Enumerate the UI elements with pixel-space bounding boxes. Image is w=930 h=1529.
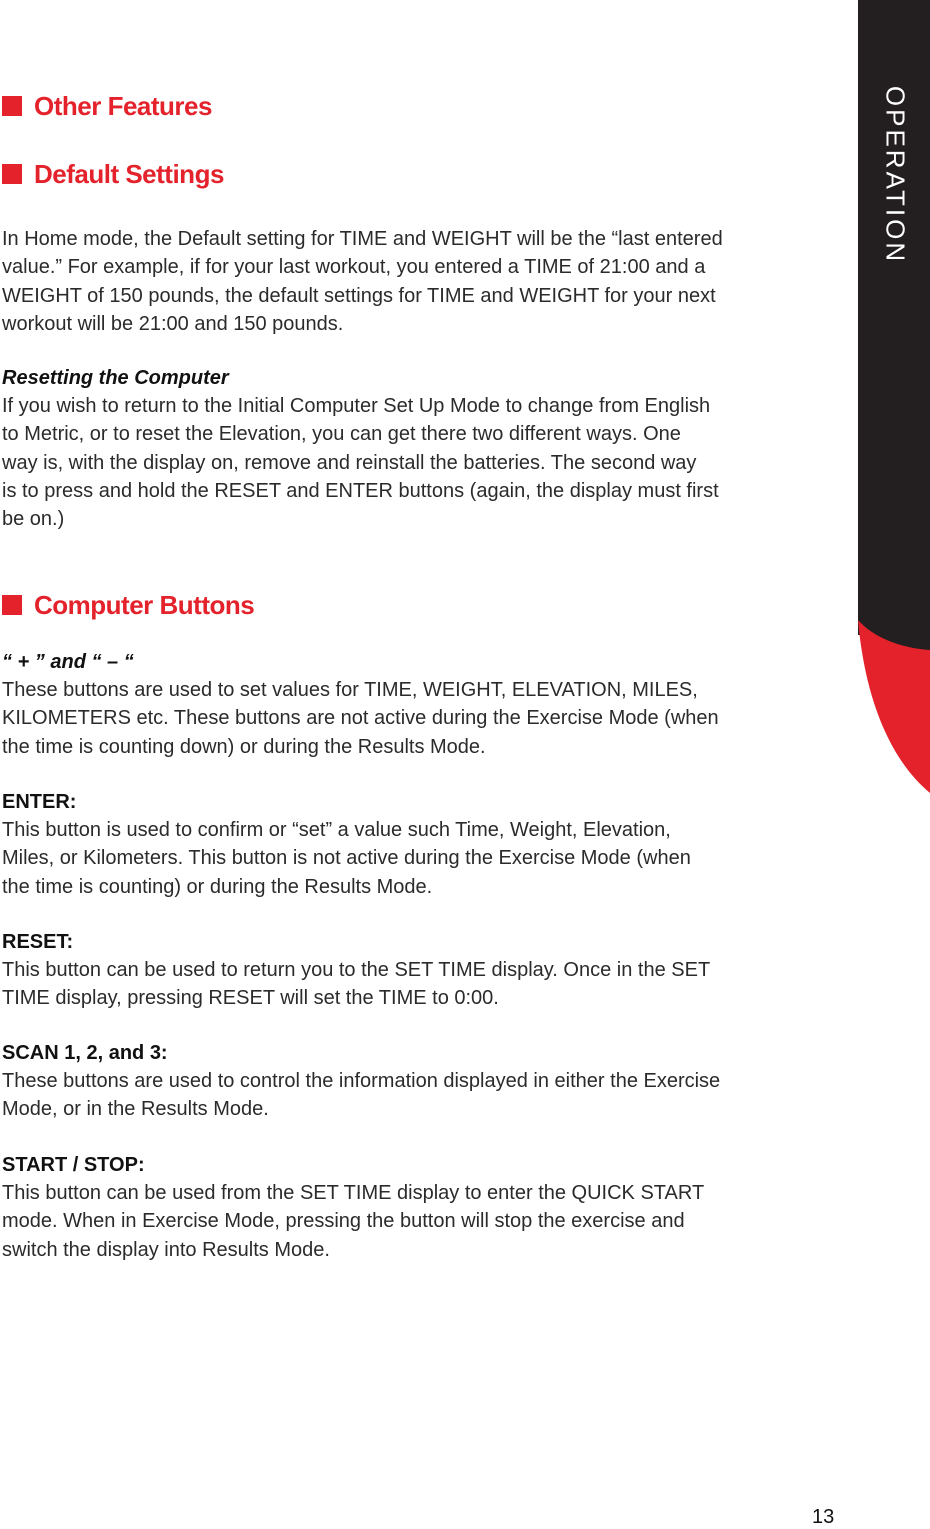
- text-line: mode. When in Exercise Mode, pressing the button will stop the exercise and: [2, 1210, 685, 1233]
- text-line: workout will be 21:00 and 150 pounds.: [2, 312, 344, 335]
- text-line: way is, with the display on, remove and reinstall the batteries. The second way: [2, 451, 697, 474]
- start-stop-title: START / STOP:: [2, 1154, 145, 1176]
- text-line: Mode, or in the Results Mode.: [2, 1098, 269, 1121]
- reset-body: [2, 956, 842, 1013]
- text-line: the time is counting down) or during the Results Mode.: [2, 735, 486, 758]
- bullet-square-icon: [2, 96, 22, 116]
- text-line: This button can be used to return you to the SET TIME display. Once in the SET: [2, 959, 711, 981]
- plus-minus-title: “ + ” and “ – “: [2, 651, 134, 673]
- start-stop-body: [2, 1179, 842, 1264]
- page-number: 13: [812, 1506, 835, 1528]
- text-line: These buttons are used to set values for TIME, WEIGHT, ELEVATION, MILES,: [2, 679, 698, 701]
- computer-buttons-heading: Computer Buttons: [2, 590, 254, 620]
- enter-title: ENTER:: [2, 791, 77, 813]
- text-line: This button is used to confirm or “set” a value such Time, Weight, Elevation,: [2, 819, 671, 841]
- text-line: value.” For example, if for your last workout, you entered a TIME of 21:00 and a: [2, 256, 706, 279]
- other-features-heading: Other Features: [2, 91, 212, 121]
- text-line: This button can be used from the SET TIME display to enter the QUICK START: [2, 1182, 705, 1204]
- text-line: switch the display into Results Mode.: [2, 1238, 330, 1261]
- text-line: the time is counting) or during the Results Mode.: [2, 875, 433, 898]
- text-line: is to press and hold the RESET and ENTER buttons (again, the display must first: [2, 479, 719, 502]
- plus-minus-body: [2, 676, 842, 761]
- scan-body: [2, 1067, 842, 1124]
- bullet-square-icon: [2, 595, 22, 615]
- default-settings-heading: Default Settings: [2, 159, 224, 189]
- text-line: WEIGHT of 150 pounds, the default settings for TIME and WEIGHT for your next: [2, 284, 716, 307]
- text-line: In Home mode, the Default setting for TIME and WEIGHT will be the “last entered: [2, 228, 723, 250]
- resetting-computer-body: [2, 392, 842, 533]
- text-line: If you wish to return to the Initial Computer Set Up Mode to change from English: [2, 395, 711, 417]
- sidebar-label: OPERATION: [880, 85, 911, 265]
- text-line: Miles, or Kilometers. This button is not active during the Exercise Mode (when: [2, 847, 691, 870]
- text-line: to Metric, or to reset the Elevation, you can get there two different ways. One: [2, 423, 681, 446]
- bullet-square-icon: [2, 164, 22, 184]
- enter-body: [2, 816, 842, 901]
- text-line: be on.): [2, 508, 65, 531]
- sidebar-red-swoosh: [856, 620, 930, 795]
- scan-title: SCAN 1, 2, and 3:: [2, 1042, 168, 1064]
- reset-title: RESET:: [2, 931, 74, 953]
- resetting-computer-title: Resetting the Computer: [2, 367, 229, 389]
- default-settings-body: [2, 225, 842, 338]
- text-line: TIME display, pressing RESET will set the TIME to 0:00.: [2, 987, 499, 1010]
- text-line: KILOMETERS etc. These buttons are not active during the Exercise Mode (when: [2, 707, 719, 730]
- text-line: These buttons are used to control the information displayed in either the Exercise: [2, 1070, 721, 1092]
